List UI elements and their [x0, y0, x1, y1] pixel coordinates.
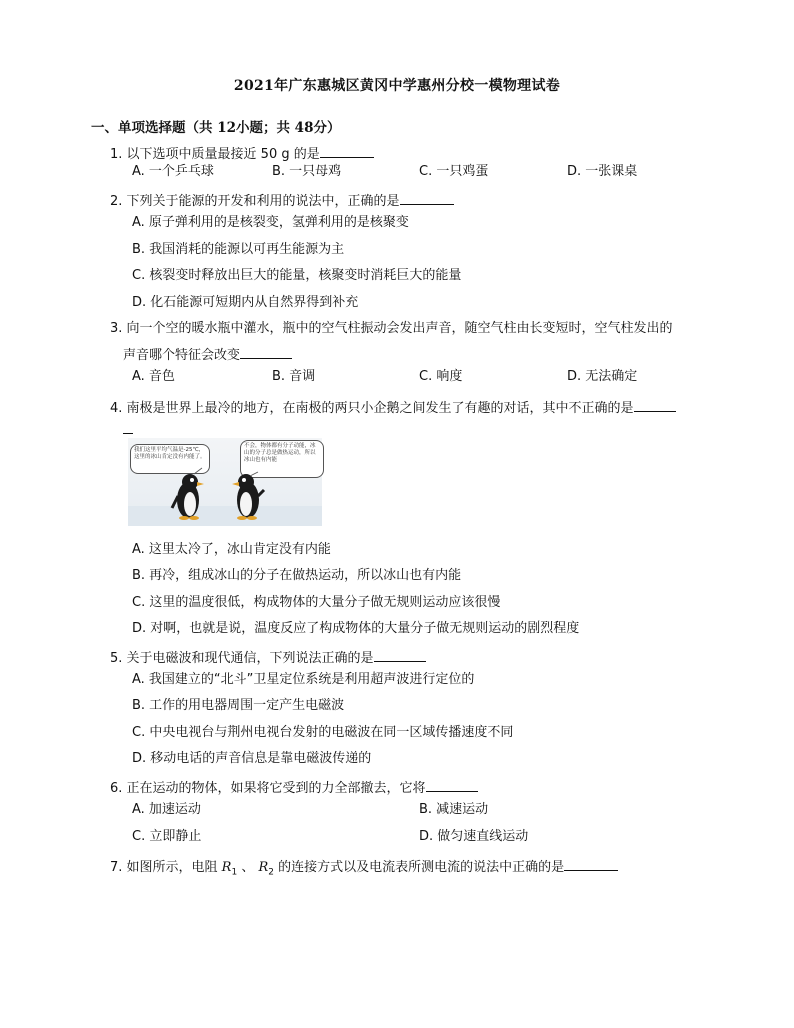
question-6-stem: 6. 正在运动的物体，如果将它受到的力全部撤去，它将 [110, 777, 478, 798]
right-penguin-icon [232, 474, 264, 520]
speech-bubble-right: 不会，物体都有分子动能，冰山的分子总是做热运动，所以冰山也有内能 [240, 440, 324, 478]
answer-blank [400, 190, 454, 205]
answer-blank-continued [123, 419, 133, 440]
question-4-option-d: D. 对啊，也就是说，温度反应了构成物体的大量分子做无规则运动的剧烈程度 [132, 621, 580, 636]
question-3-stem-line2: 声音哪个特征会改变 [123, 344, 292, 365]
question-3-option-c: C. 响度 [419, 369, 463, 384]
question-4-option-a: A. 这里太冷了，冰山肯定没有内能 [132, 542, 331, 557]
question-2-option-c: C. 核裂变时释放出巨大的能量，核聚变时消耗巨大的能量 [132, 268, 462, 283]
question-4-option-c: C. 这里的温度很低，构成物体的大量分子做无规则运动应该很慢 [132, 595, 501, 610]
question-6-option-c: C. 立即静止 [132, 829, 202, 844]
question-3-option-b: B. 音调 [272, 369, 316, 384]
left-penguin-icon [172, 474, 204, 520]
question-5-stem: 5. 关于电磁波和现代通信，下列说法正确的是 [110, 647, 426, 668]
question-4-stem: 4. 南极是世界上最冷的地方，在南极的两只小企鹅之间发生了有趣的对话，其中不正确的是 [110, 397, 676, 418]
question-6-option-d: D. 做匀速直线运动 [419, 829, 529, 844]
question-5-option-a: A. 我国建立的“北斗”卫星定位系统是利用超声波进行定位的 [132, 672, 475, 687]
question-2-option-d: D. 化石能源可短期内从自然界得到补充 [132, 295, 359, 310]
speech-bubble-left: 我们这里平均气温是-25℃，这里的冰山肯定没有内能了。 [130, 444, 210, 474]
question-2-option-b: B. 我国消耗的能源以可再生能源为主 [132, 242, 345, 257]
answer-blank [240, 344, 292, 359]
page-title: 2021年广东惠城区黄冈中学惠州分校一模物理试卷 [233, 78, 561, 94]
question-6-option-b: B. 减速运动 [419, 802, 489, 817]
question-1-option-c: C. 一只鸡蛋 [419, 164, 489, 179]
question-3-option-a: A. 音色 [132, 369, 175, 384]
question-1-option-a: A. 一个乒乓球 [132, 164, 214, 179]
question-7-stem: 7. 如图所示，电阻 $R_1$ 、 $R_2$ 的连接方式以及电流表所测电流的说法中正确的是 [110, 856, 618, 882]
question-2-stem: 2. 下列关于能源的开发和利用的说法中，正确的是 [110, 190, 454, 211]
penguin-illustration [128, 438, 322, 526]
question-1-option-d: D. 一张课桌 [567, 164, 638, 179]
answer-blank [374, 647, 426, 662]
question-6-option-a: A. 加速运动 [132, 802, 201, 817]
answer-blank [320, 143, 374, 158]
penguins-drawing [128, 438, 322, 526]
question-5-option-c: C. 中央电视台与荆州电视台发射的电磁波在同一区域传播速度不同 [132, 725, 514, 740]
question-3-stem-line1: 3. 向一个空的暖水瓶中灌水，瓶中的空气柱振动会发出声音，随空气柱由长变短时，空气柱发出的 [110, 321, 673, 336]
question-2-option-a: A. 原子弹利用的是核裂变，氢弹利用的是核聚变 [132, 215, 409, 230]
answer-blank [564, 856, 618, 871]
question-1-option-b: B. 一只母鸡 [272, 164, 342, 179]
section-heading: 一、单项选择题（共 12小题；共 48分） [91, 120, 341, 136]
question-5-option-d: D. 移动电话的声音信息是靠电磁波传递的 [132, 751, 372, 766]
answer-blank [634, 397, 676, 412]
question-1-stem: 1. 以下选项中质量最接近 50 g 的是 [110, 143, 374, 164]
answer-blank [426, 777, 478, 792]
question-4-option-b: B. 再冷，组成冰山的分子在做热运动，所以冰山也有内能 [132, 568, 462, 583]
question-3-option-d: D. 无法确定 [567, 369, 638, 384]
question-5-option-b: B. 工作的用电器周围一定产生电磁波 [132, 698, 345, 713]
